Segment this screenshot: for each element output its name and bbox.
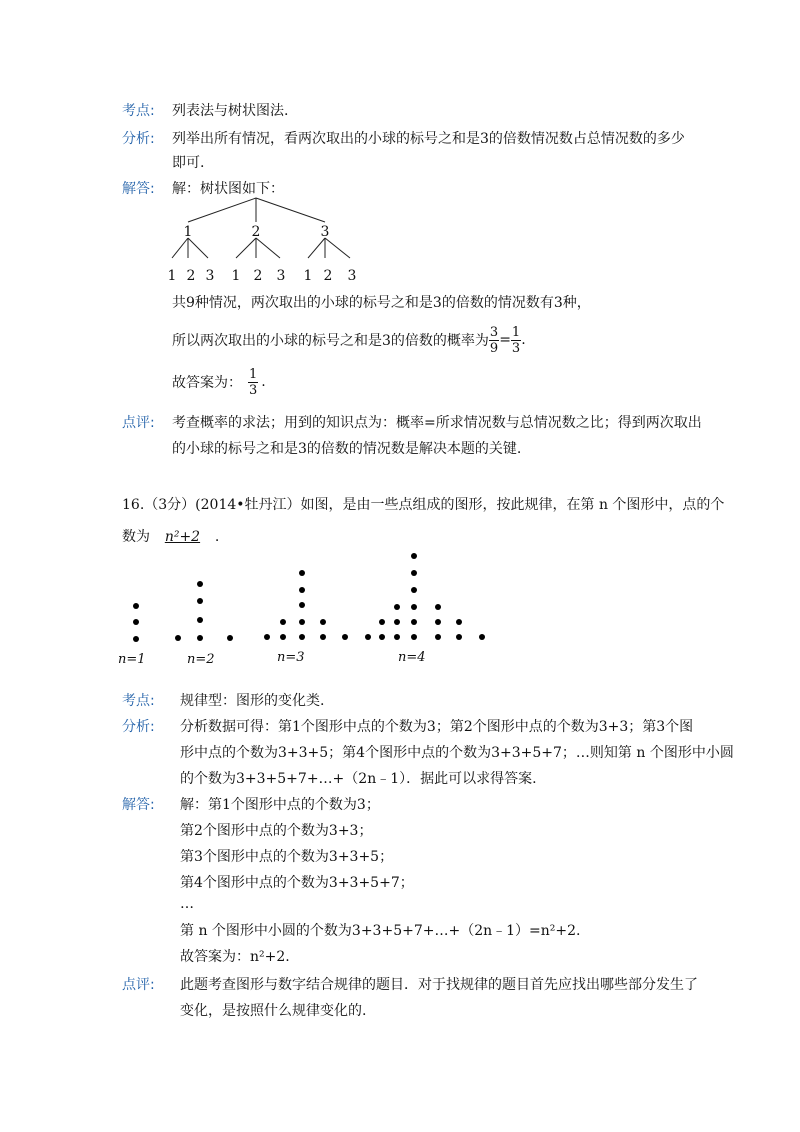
dianping-line-1: 此题考查图形与数字结合规律的题目．对于找规律的题目首先应找出哪些部分发生了 [180, 977, 698, 993]
solution-line: 第 n 个图形中小圆的个数为3+3+5+7+…+（2n﹣1）=n²+2. [180, 923, 581, 939]
fenxi-label: 分析: [122, 719, 155, 735]
dot-pattern-figure [112, 546, 502, 672]
dot [264, 634, 270, 640]
jieda-label: 解答: [122, 797, 155, 813]
period: . [521, 332, 526, 348]
period: . [261, 374, 266, 390]
fraction-denominator: 3 [249, 382, 258, 398]
dot [197, 617, 203, 623]
dot [394, 634, 400, 640]
tree-leaf: 3 [205, 268, 215, 284]
title-suffix: . [214, 529, 220, 545]
dot [456, 619, 462, 625]
dot [280, 634, 286, 640]
kaodian-label: 考点: [122, 693, 155, 709]
kaodian-text: 规律型：图形的变化类. [180, 693, 325, 709]
tree-leaf: 2 [186, 268, 196, 284]
tree-node-2: 2 [251, 224, 261, 240]
figure-label-n4: n=4 [398, 650, 426, 665]
dot [197, 635, 203, 641]
dot [320, 619, 326, 625]
dot [411, 604, 417, 610]
answer-prefix: 故答案为： [172, 375, 242, 391]
dot [411, 634, 417, 640]
dot [133, 619, 139, 625]
jieda-label: 解答: [122, 181, 155, 197]
dot [456, 634, 462, 640]
dot [133, 636, 139, 642]
fraction-denominator: 3 [511, 340, 521, 356]
fenxi-line-1: 列举出所有情况，看两次取出的小球的标号之和是3的倍数情况数占总情况数的多少 [172, 131, 685, 147]
fenxi-line-2: 即可. [172, 155, 205, 171]
figure-label-n3: n=3 [277, 650, 305, 665]
dianping-line-2: 变化，是按照什么规律变化的. [180, 1003, 367, 1019]
dot [411, 553, 417, 559]
answer-fraction [248, 367, 258, 398]
tree-leaf: 1 [303, 268, 313, 284]
fraction-numerator: 3 [489, 324, 499, 340]
dianping-label: 点评: [122, 415, 155, 431]
solution-line: … [180, 896, 194, 912]
solution-line: 第4个图形中点的个数为3+3+5+7； [180, 875, 414, 891]
tree-leaf: 1 [231, 268, 241, 284]
tree-leaf: 3 [276, 268, 286, 284]
dot [411, 587, 417, 593]
dot [411, 619, 417, 625]
dot [435, 634, 441, 640]
equals-sign: = [499, 332, 511, 348]
figure-label-n1: n=1 [118, 652, 146, 667]
dot [435, 604, 441, 610]
dot [299, 570, 305, 576]
fenxi-line-3: 的个数为3+3+5+7+…+（2n﹣1）．据此可以求得答案. [180, 771, 537, 787]
dot [435, 619, 441, 625]
dot [479, 634, 485, 640]
dianping-line-2: 的小球的标号之和是3的倍数的情况数是解决本题的关键. [172, 441, 522, 457]
dot [133, 603, 139, 609]
dot [299, 619, 305, 625]
figure-label-n2: n=2 [187, 652, 215, 667]
kaodian-text: 列表法与树状图法. [172, 103, 289, 119]
dot [299, 587, 305, 593]
dot [299, 634, 305, 640]
answer-line [172, 362, 266, 402]
dot [394, 604, 400, 610]
dot [365, 634, 371, 640]
total-cases-line: 共9种情况，两次取出的小球的标号之和是3的倍数的情况数有3种， [172, 295, 591, 311]
dot [320, 634, 326, 640]
dot [379, 634, 385, 640]
solution-line: 第3个图形中点的个数为3+3+5； [180, 849, 394, 865]
fraction-numerator: 1 [249, 366, 258, 382]
probability-text: 所以两次取出的小球的标号之和是3的倍数的概率为 [172, 333, 489, 349]
dot [227, 635, 233, 641]
fraction-1-3 [511, 325, 521, 356]
solution-line: 第2个图形中点的个数为3+3； [180, 823, 373, 839]
dot [280, 619, 286, 625]
tree-leaf: 3 [347, 268, 357, 284]
tree-diagram [160, 196, 370, 288]
probability-line [172, 320, 526, 360]
dot [197, 581, 203, 587]
fraction-numerator: 1 [511, 324, 521, 340]
dot [379, 619, 385, 625]
answer-line: 故答案为：n²+2. [180, 949, 290, 965]
dot [197, 598, 203, 604]
title-prefix: 数为 [122, 529, 150, 545]
question-16-title: 16.（3分）(2014•牡丹江）如图，是由一些点组成的图形，按此规律，在第 n 个图形中，点的个 [122, 497, 725, 513]
dot [342, 634, 348, 640]
dianping-label: 点评: [122, 977, 155, 993]
tree-node-1: 1 [183, 224, 193, 240]
fenxi-label: 分析: [122, 131, 155, 147]
dot [394, 619, 400, 625]
question-16-title-line-2 [122, 526, 219, 546]
tree-leaf: 2 [253, 268, 263, 284]
dianping-line-1: 考查概率的求法；用到的知识点为：概率=所求情况数与总情况数之比；得到两次取出 [172, 415, 702, 431]
dot [299, 602, 305, 608]
fraction-denominator: 9 [489, 340, 499, 356]
kaodian-label: 考点: [122, 103, 155, 119]
answer-blank: n²+2 [164, 529, 201, 545]
jieda-line-1: 解：树状图如下： [172, 181, 284, 197]
solution-line: 解：第1个图形中点的个数为3； [180, 797, 380, 813]
tree-node-3: 3 [320, 224, 330, 240]
fenxi-line-2: 形中点的个数为3+3+5；第4个图形中点的个数为3+3+5+7；…则知第 n 个图形中小圆 [180, 745, 734, 761]
tree-leaf: 2 [323, 268, 333, 284]
tree-leaf: 1 [167, 268, 177, 284]
fenxi-line-1: 分析数据可得：第1个图形中点的个数为3；第2个图形中点的个数为3+3；第3个图 [180, 719, 694, 735]
dot [175, 635, 181, 641]
fraction-3-9 [489, 325, 499, 356]
dot [411, 570, 417, 576]
